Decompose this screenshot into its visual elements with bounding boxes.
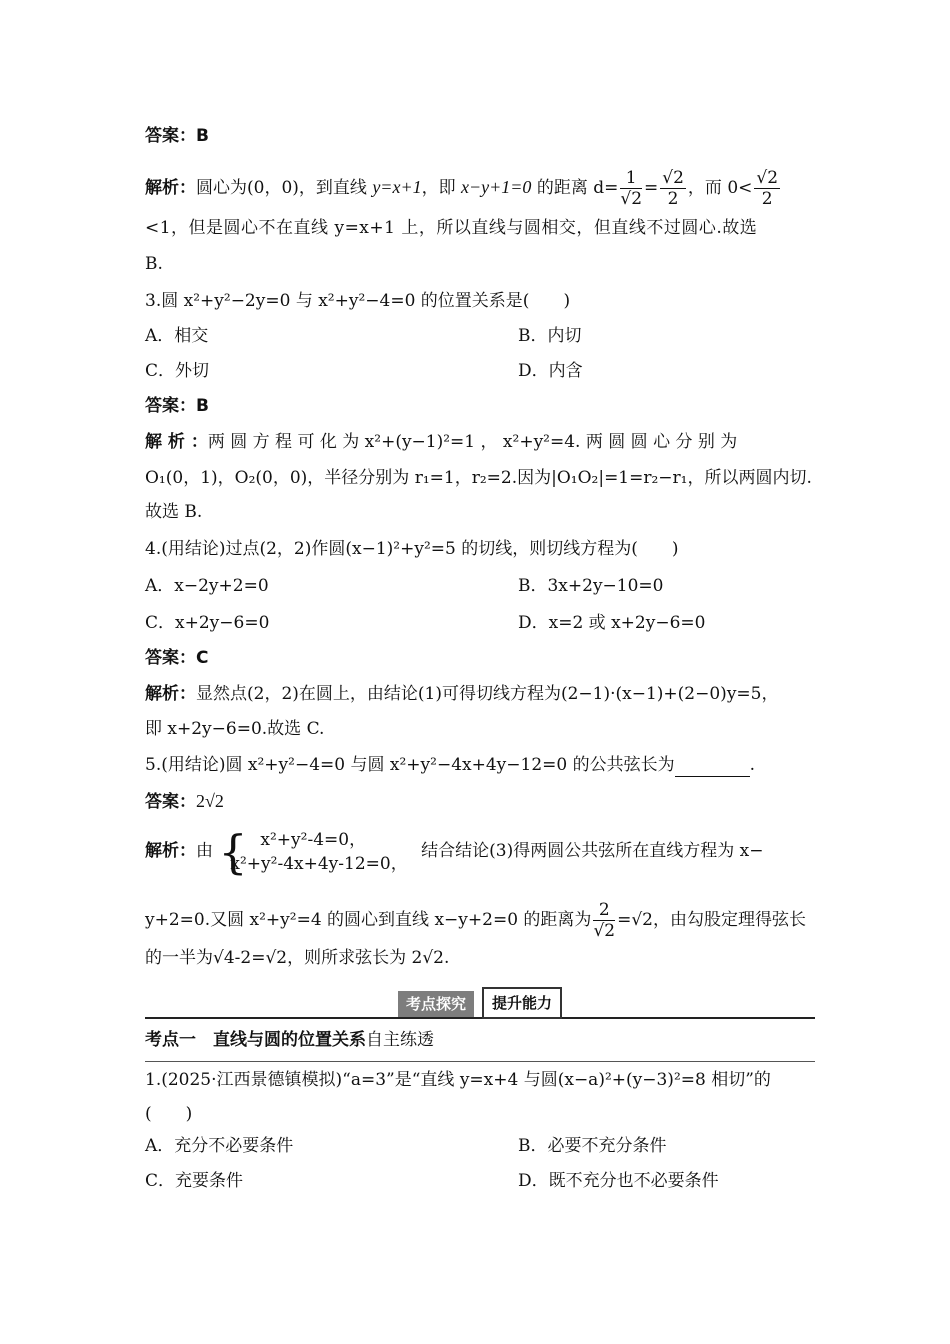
analysis-text: 结合结论(3)得两圆公共弦所在直线方程为 x−: [421, 841, 764, 861]
analysis-text: 的距离 d=: [531, 178, 619, 198]
fraction: [620, 168, 642, 209]
answer-line: [145, 646, 810, 670]
analysis-line: 故选 B.: [145, 502, 203, 522]
option-row: [145, 324, 810, 348]
section-rule: [145, 1017, 815, 1019]
analysis-label: 解 析 ：: [145, 432, 208, 452]
analysis-line: <1，但是圆心不在直线 y=x+1 上，所以直线与圆相交，但直线不过圆心.故选: [145, 218, 758, 238]
option-row: [145, 1134, 810, 1158]
math-expr: x−y+1=0: [461, 177, 532, 197]
option-row: [145, 574, 810, 598]
analysis-line: [145, 682, 810, 706]
option-c: C．x+2y−6=0: [145, 613, 270, 633]
answer-line: [145, 124, 810, 148]
question-paren: ( ): [145, 1104, 193, 1124]
fraction-denominator: √2: [593, 921, 616, 941]
analysis-label: 解析：: [145, 684, 196, 704]
analysis-text: 两 圆 方 程 可 化 为 x²+(y−1)²=1 ， x²+y²=4. 两 圆 圆 心 分 别 为: [207, 432, 738, 452]
analysis-line: [145, 430, 810, 454]
fill-blank: [675, 758, 750, 777]
analysis-text: ，即: [421, 178, 461, 198]
topic-title: 考点一 直线与圆的位置关系: [145, 1030, 366, 1050]
option-c: C．外切: [145, 361, 210, 381]
analysis-text: ，而 0<: [687, 178, 753, 198]
answer-value: C: [196, 648, 209, 668]
option-d: D．既不充分也不必要条件: [518, 1171, 719, 1191]
option-b: B．3x+2y−10=0: [518, 576, 664, 596]
analysis-text: 圆心为(0，0)，到直线: [196, 178, 373, 198]
answer-line: [145, 789, 810, 814]
equals-sign: =: [644, 178, 659, 198]
section-tab-improve: 提升能力: [482, 987, 562, 1019]
option-row: [145, 359, 810, 383]
topic-heading: [145, 1028, 810, 1052]
answer-label: 答案：: [145, 396, 196, 416]
analysis-text: y+2=0.又圆 x²+y²=4 的圆心到直线 x−y+2=0 的距离为: [145, 910, 592, 930]
section-banner: [145, 985, 815, 1021]
equation-system: [218, 824, 408, 879]
analysis-text: =√2，由勾股定理得弦长: [617, 910, 806, 930]
analysis-line: 的一半为√4-2=√2，则所求弦长为 2√2.: [145, 948, 450, 968]
analysis-label: 解析：: [145, 178, 196, 198]
answer-label: 答案：: [145, 648, 196, 668]
option-c: C．充要条件: [145, 1171, 244, 1191]
fraction-numerator: 2: [593, 900, 615, 921]
answer-label: 答案：: [145, 126, 196, 146]
analysis-line: [145, 900, 810, 941]
option-row: [145, 1169, 810, 1193]
analysis-line: 即 x+2y−6=0.故选 C.: [145, 719, 325, 739]
option-a: A．x−2y+2=0: [145, 576, 269, 596]
answer-value: 2√2: [196, 791, 224, 811]
fraction-denominator: 2: [761, 189, 773, 209]
option-d: D．内含: [518, 361, 583, 381]
answer-value: B: [196, 396, 209, 416]
question-stem: 3.圆 x²+y²−2y=0 与 x²+y²−4=0 的位置关系是( ): [145, 291, 571, 311]
analysis-text: 由: [196, 841, 213, 861]
fraction: [593, 900, 615, 941]
answer-line: [145, 394, 810, 418]
option-b: B．内切: [518, 326, 582, 346]
analysis-text: 显然点(2，2)在圆上，由结论(1)可得切线方程为(2−1)·(x−1)+(2−0)y=5，: [196, 684, 779, 704]
option-a: A．充分不必要条件: [145, 1136, 294, 1156]
option-a: A．相交: [145, 326, 209, 346]
fraction-denominator: 2: [667, 189, 679, 209]
analysis-label: 解析：: [145, 841, 196, 861]
analysis-line: O₁(0，1)，O₂(0，0)，半径分别为 r₁=1，r₂=2.因为|O₁O₂|=1=r₂−r₁，所以两圆内切.: [145, 468, 812, 488]
question-text: 5.(用结论)圆 x²+y²−4=0 与圆 x²+y²−4x+4y−12=0 的公共弦长为: [145, 755, 675, 775]
fraction-numerator: √2: [662, 168, 684, 188]
question-stem: [145, 753, 810, 777]
section-tab-explore: 考点探究: [398, 991, 474, 1017]
question-stem: 4.(用结论)过点(2，2)作圆(x−1)²+y²=5 的切线，则切线方程为( ): [145, 539, 679, 559]
fraction-denominator: √2: [620, 189, 643, 209]
equation-row-1: x²+y²-4=0，: [260, 829, 367, 850]
math-expr: y=x+1: [372, 177, 422, 197]
question-stem: 1.(2025·江西景德镇模拟)“a=3”是“直线 y=x+4 与圆(x−a)²+(y−3)²=8 相切”的: [145, 1070, 771, 1090]
option-d: D．x=2 或 x+2y−6=0: [518, 613, 706, 633]
option-row: [145, 611, 810, 635]
topic-rule: [145, 1061, 815, 1062]
equation-row-2: x²+y²-4x+4y-12=0，: [230, 853, 408, 874]
answer-value: B: [196, 126, 209, 146]
fraction: [660, 168, 686, 209]
fraction-numerator: √2: [756, 168, 779, 188]
fraction: [754, 168, 780, 209]
fraction-numerator: 1: [620, 168, 642, 189]
analysis-line: [145, 824, 810, 879]
question-end: .: [749, 755, 756, 775]
option-b: B．必要不充分条件: [518, 1136, 667, 1156]
topic-subtitle: 自主练透: [366, 1030, 434, 1050]
left-brace: {: [218, 824, 248, 879]
analysis-line: B.: [145, 254, 163, 274]
analysis-line: [145, 168, 810, 209]
answer-label: 答案：: [145, 792, 196, 812]
